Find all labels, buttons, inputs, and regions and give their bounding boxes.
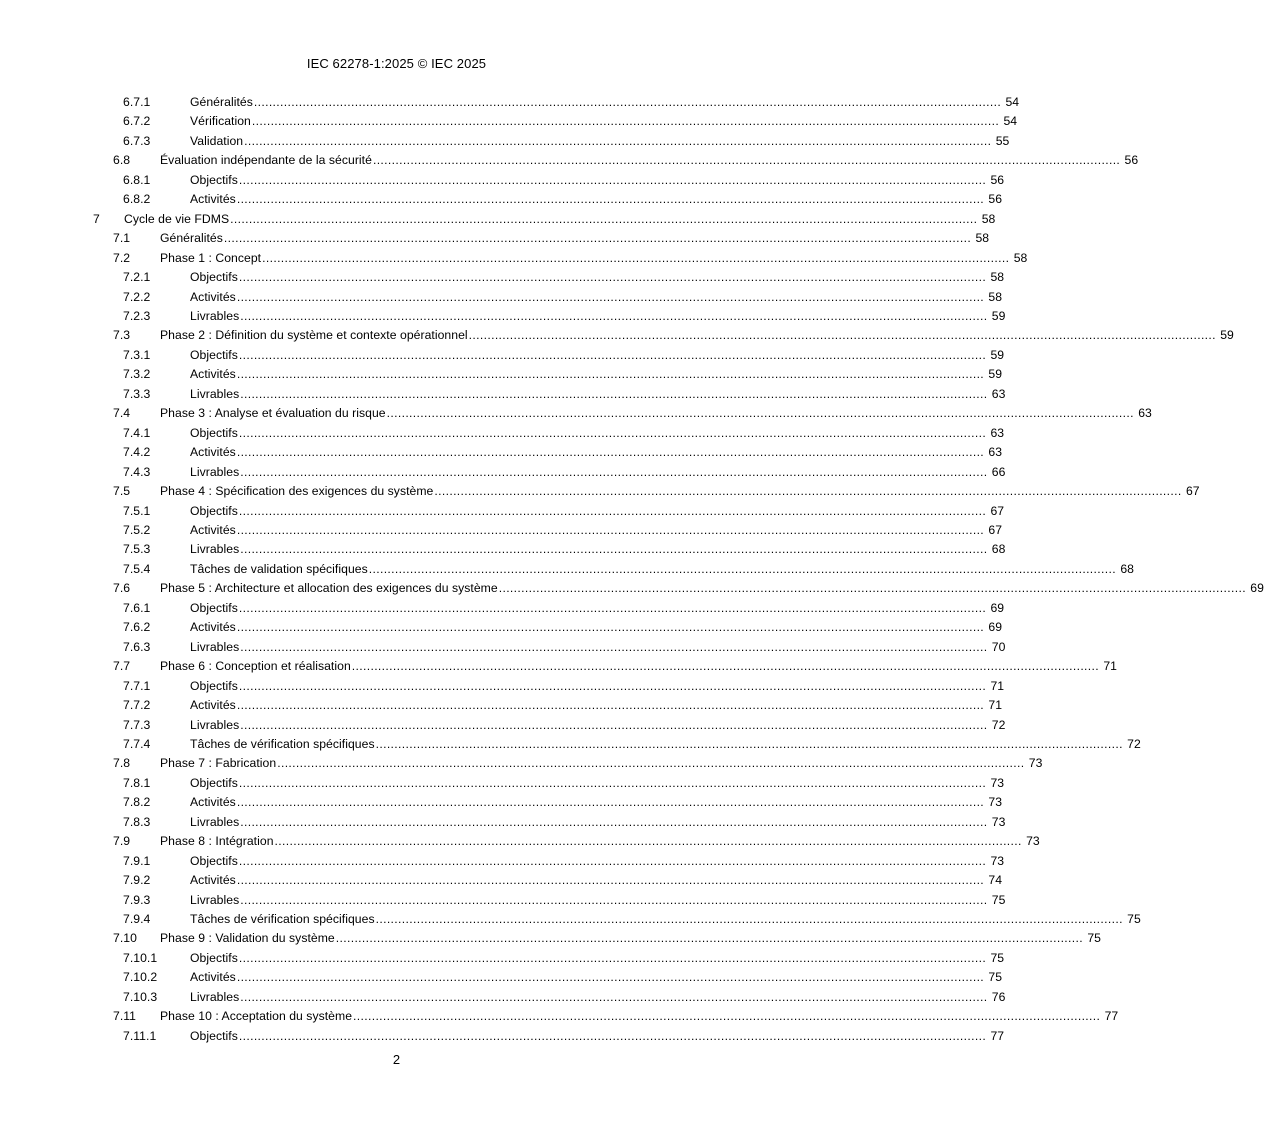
toc-entry-page: 68 [1120,561,1134,576]
toc-entry-number: 7.9.1 [123,853,151,868]
dot-leader: ........................................................................................................................................................................................................ [238,600,987,615]
toc-entry-number: 7.10.2 [123,970,158,985]
toc-entry-number: 7.10 [113,931,137,946]
toc-entry[interactable] [0,754,1043,773]
toc-entry-number: 7.9.2 [123,873,151,888]
dot-leader: ........................................................................................................................................................................................................ [240,386,988,401]
toc-entry-number: 7.4 [113,406,131,421]
toc-entry[interactable] [0,832,1040,851]
dot-leader: ........................................................................................................................................................................................................ [236,289,985,304]
toc-entry-page: 58 [1013,250,1028,265]
dot-leader: ........................................................................................................................................................................................................ [277,756,1025,771]
toc-entry-number: 6.8.2 [123,192,151,207]
toc-entry-title: Activités [190,192,236,207]
toc-entry[interactable] [0,929,1101,948]
toc-entry-page: 68 [991,542,1006,557]
toc-entry-title: Objectifs [190,270,238,285]
toc-entry-number: 7.9.3 [123,892,151,907]
toc-entry-number: 7.2.3 [123,308,151,323]
toc-entry-title: Objectifs [190,950,238,965]
toc-entry[interactable] [0,793,1003,812]
dot-leader: ........................................................................................................................................................................................................ [236,445,985,460]
toc-entry-page: 58 [981,211,996,226]
toc-entry[interactable] [0,540,1006,559]
toc-entry-title: Activités [190,620,236,635]
toc-entry-title: Phase 5 : Architecture et allocation des exigences du système [160,581,498,596]
toc-entry-number: 7.3 [113,328,131,343]
dot-leader: ........................................................................................................................................................................................................ [253,95,1002,109]
toc-entry-title: Tâches de validation spécifiques [190,561,368,576]
toc-entry[interactable] [0,521,1003,540]
toc-entry[interactable] [0,677,1005,696]
toc-entry-page: 59 [988,367,1003,382]
toc-entry-page: 71 [990,678,1005,693]
toc-entry-page: 58 [975,231,990,246]
dot-leader: ........................................................................................................................................................................................................ [238,347,987,362]
toc-entry-page: 77 [990,1028,1005,1043]
toc-entry-page: 67 [990,503,1005,518]
dot-leader: ........................................................................................................................................................................................................ [238,678,987,693]
toc-entry[interactable] [0,482,1200,501]
dot-leader: ........................................................................................................................................................................................................ [368,561,1116,576]
toc-entry-page: 75 [1127,912,1141,927]
toc-entry[interactable] [0,385,1006,404]
toc-entry-number: 6.7.3 [123,133,151,148]
toc-entry-number: 7.4.3 [123,464,151,479]
toc-entry-title: Livrables [190,717,240,732]
toc-entry-title: Objectifs [190,853,238,868]
dot-leader: ........................................................................................................................................................................................................ [240,892,988,907]
toc-entry-title: Livrables [190,308,240,323]
toc-entry-number: 7.7.4 [123,736,151,751]
toc-entry[interactable] [0,1027,1005,1046]
toc-entry-title: Livrables [190,989,240,1004]
dot-leader: ........................................................................................................................................................................................................ [238,1028,987,1043]
toc-entry-page: 56 [990,172,1005,187]
toc-entry-number: 7.7.1 [123,678,151,693]
dot-leader: ........................................................................................................................................................................................................ [375,912,1123,927]
toc-entry[interactable] [0,229,990,248]
toc-entry-number: 7 [93,211,100,226]
toc-entry-number: 7.6.1 [123,600,151,615]
toc-entry-title: Phase 1 : Concept [160,250,262,265]
toc-entry-page: 58 [990,270,1005,285]
toc-entry-number: 7.7.2 [123,698,151,713]
toc-entry-page: 59 [1220,328,1234,343]
dot-leader: ........................................................................................................................................................................................................ [238,270,987,285]
toc-entry[interactable] [0,852,1005,871]
toc-entry-title: Activités [190,873,236,888]
toc-entry-title: Phase 2 : Définition du système et contexte opérationnel [160,328,468,343]
dot-leader: ........................................................................................................................................................................................................ [386,406,1134,421]
toc-entry[interactable] [0,151,1139,170]
toc-entry-title: Objectifs [190,347,238,362]
dot-leader: ........................................................................................................................................................................................................ [236,522,985,537]
toc-entry-number: 6.7.2 [123,114,151,129]
toc-entry-number: 7.6.3 [123,639,151,654]
toc-entry-page: 73 [990,853,1005,868]
toc-entry-page: 54 [1003,114,1018,129]
toc-entry[interactable] [0,735,1141,754]
dot-leader: ........................................................................................................................................................................................................ [498,581,1246,596]
toc-entry-title: Phase 4 : Spécification des exigences du système [160,484,434,499]
dot-leader: ........................................................................................................................................................................................................ [375,736,1123,751]
dot-leader: ........................................................................................................................................................................................................ [236,970,985,985]
toc-entry-title: Phase 10 : Acceptation du système [160,1009,353,1024]
toc-entry-number: 7.7 [113,659,131,674]
toc-entry-title: Évaluation indépendante de la sécurité [160,153,372,168]
toc-entry[interactable] [0,579,1264,598]
toc-entry[interactable] [0,171,1005,190]
dot-leader: ........................................................................................................................................................................................................ [335,931,1083,946]
toc-entry-title: Livrables [190,386,240,401]
dot-leader: ........................................................................................................................................................................................................ [238,503,987,518]
toc-entry-number: 7.11 [113,1009,137,1024]
toc-entry[interactable] [0,988,1006,1007]
toc-entry[interactable] [0,326,1234,345]
dot-leader: ........................................................................................................................................................................................................ [240,464,988,479]
table-of-contents [0,93,1264,1046]
toc-entry[interactable] [0,249,1028,268]
dot-leader: ........................................................................................................................................................................................................ [251,114,1000,129]
toc-entry-title: Tâches de vérification spécifiques [190,736,375,751]
toc-entry-title: Validation [190,133,244,148]
toc-entry-number: 6.8 [113,153,131,168]
toc-entry[interactable] [0,132,1010,151]
toc-entry-page: 54 [1005,95,1020,109]
dot-leader: ........................................................................................................................................................................................................ [434,484,1182,499]
toc-entry[interactable] [0,949,1005,968]
toc-entry[interactable] [0,404,1152,423]
dot-leader: ........................................................................................................................................................................................................ [244,133,992,148]
toc-entry-page: 75 [988,970,1003,985]
toc-entry-title: Objectifs [190,775,238,790]
toc-entry-page: 63 [1138,406,1152,421]
toc-entry-page: 58 [988,289,1003,304]
toc-entry-page: 56 [988,192,1003,207]
page-header: IEC 62278-1:2025 © IEC 2025 [306,56,487,71]
dot-leader: ........................................................................................................................................................................................................ [236,620,985,635]
dot-leader: ........................................................................................................................................................................................................ [274,834,1022,849]
toc-entry-title: Livrables [190,814,240,829]
toc-entry[interactable] [0,424,1005,443]
toc-entry[interactable] [0,871,1003,890]
toc-entry[interactable] [0,463,1006,482]
toc-entry-page: 73 [988,795,1003,810]
toc-entry-number: 7.2 [113,250,131,265]
toc-entry-number: 7.5.2 [123,522,151,537]
dot-leader: ........................................................................................................................................................................................................ [240,814,988,829]
toc-entry-page: 72 [991,717,1006,732]
toc-entry-number: 7.5.4 [123,561,151,576]
toc-entry-page: 55 [995,133,1010,148]
toc-entry[interactable] [0,190,1003,209]
toc-entry-title: Phase 7 : Fabrication [160,756,277,771]
toc-entry-title: Généralités [190,95,253,109]
toc-entry[interactable] [0,210,996,229]
toc-entry-page: 75 [991,892,1006,907]
toc-entry-page: 75 [1087,931,1101,946]
toc-entry-page: 70 [991,639,1006,654]
toc-entry[interactable] [0,716,1006,735]
toc-entry-page: 72 [1127,736,1141,751]
toc-entry-page: 73 [1026,834,1040,849]
toc-entry-title: Objectifs [190,1028,238,1043]
toc-entry[interactable] [0,968,1003,987]
toc-entry-title: Objectifs [190,678,238,693]
toc-entry-number: 7.3.3 [123,386,151,401]
toc-entry-page: 67 [988,522,1003,537]
toc-entry-page: 63 [991,386,1006,401]
toc-entry-title: Activités [190,445,236,460]
dot-leader: ........................................................................................................................................................................................................ [236,192,985,207]
toc-entry-number: 7.6.2 [123,620,151,635]
toc-entry[interactable] [0,365,1003,384]
toc-entry-page: 77 [1104,1009,1119,1024]
toc-entry-title: Phase 3 : Analyse et évaluation du risque [160,406,386,421]
toc-entry-number: 7.5 [113,484,131,499]
dot-leader: ........................................................................................................................................................................................................ [372,153,1121,168]
dot-leader: ........................................................................................................................................................................................................ [238,853,987,868]
toc-entry-title: Activités [190,522,236,537]
toc-entry[interactable] [0,638,1006,657]
toc-entry-number: 7.10.1 [123,950,158,965]
toc-entry-page: 76 [991,989,1006,1004]
toc-entry-page: 73 [991,814,1006,829]
toc-entry-page: 69 [990,600,1005,615]
page-number: 2 [392,1052,401,1067]
dot-leader: ........................................................................................................................................................................................................ [240,308,988,323]
toc-entry-number: 7.3.2 [123,367,151,382]
toc-entry-title: Objectifs [190,172,238,187]
toc-entry-number: 7.7.3 [123,717,151,732]
toc-entry-title: Livrables [190,892,240,907]
toc-entry[interactable] [0,307,1006,326]
toc-entry-number: 7.4.2 [123,445,151,460]
toc-entry-page: 75 [990,950,1005,965]
toc-entry-number: 7.6 [113,581,131,596]
dot-leader: ........................................................................................................................................................................................................ [236,698,985,713]
toc-entry-number: 6.7.1 [123,95,151,109]
dot-leader: ........................................................................................................................................................................................................ [236,795,985,810]
dot-leader: ........................................................................................................................................................................................................ [238,950,987,965]
toc-entry-number: 7.5.1 [123,503,151,518]
dot-leader: ........................................................................................................................................................................................................ [351,659,1099,674]
toc-entry-title: Objectifs [190,425,238,440]
toc-entry-number: 7.10.3 [123,989,158,1004]
toc-entry-page: 69 [1250,581,1264,596]
toc-entry[interactable] [0,443,1003,462]
toc-entry-title: Activités [190,367,236,382]
toc-entry[interactable] [0,618,1003,637]
dot-leader: ........................................................................................................................................................................................................ [468,328,1216,343]
toc-entry[interactable] [0,93,1020,112]
dot-leader: ........................................................................................................................................................................................................ [353,1009,1101,1024]
toc-entry-title: Objectifs [190,503,238,518]
dot-leader: ........................................................................................................................................................................................................ [236,873,985,888]
toc-entry-title: Livrables [190,639,240,654]
toc-entry-number: 7.8 [113,756,131,771]
toc-entry[interactable] [0,560,1134,579]
toc-entry-number: 7.8.2 [123,795,151,810]
toc-entry-number: 7.11.1 [123,1028,157,1043]
toc-entry-title: Activités [190,970,236,985]
dot-leader: ........................................................................................................................................................................................................ [240,989,988,1004]
toc-entry-number: 7.4.1 [123,425,151,440]
toc-entry-page: 59 [991,308,1006,323]
toc-entry-page: 63 [988,445,1003,460]
toc-entry-title: Phase 9 : Validation du système [160,931,335,946]
toc-entry-page: 71 [1103,659,1117,674]
toc-entry[interactable] [0,696,1003,715]
toc-entry-page: 73 [1028,756,1043,771]
toc-entry-page: 66 [991,464,1006,479]
toc-entry-page: 56 [1124,153,1139,168]
toc-entry-page: 69 [988,620,1003,635]
toc-entry-title: Livrables [190,464,240,479]
toc-entry-page: 67 [1185,484,1200,499]
toc-entry-title: Activités [190,698,236,713]
toc-entry[interactable] [0,910,1141,929]
toc-entry-page: 71 [988,698,1003,713]
toc-entry-number: 7.1 [113,231,131,246]
toc-entry[interactable] [0,346,1005,365]
dot-leader: ........................................................................................................................................................................................................ [238,172,987,187]
toc-entry-number: 7.5.3 [123,542,151,557]
dot-leader: ........................................................................................................................................................................................................ [240,639,988,654]
toc-entry-title: Tâches de vérification spécifiques [190,912,375,927]
toc-entry[interactable] [0,891,1006,910]
toc-entry[interactable] [0,813,1006,832]
dot-leader: ........................................................................................................................................................................................................ [240,542,988,557]
toc-entry-title: Cycle de vie FDMS [124,211,230,226]
toc-entry[interactable] [0,288,1003,307]
toc-entry[interactable] [0,502,1005,521]
toc-entry-page: 59 [990,347,1005,362]
toc-entry-number: 7.8.3 [123,814,151,829]
toc-entry-number: 7.2.1 [123,270,151,285]
dot-leader: ........................................................................................................................................................................................................ [262,250,1010,265]
toc-entry-number: 7.2.2 [123,289,151,304]
toc-entry[interactable] [0,657,1117,676]
toc-entry-title: Activités [190,795,236,810]
toc-entry-title: Activités [190,289,236,304]
dot-leader: ........................................................................................................................................................................................................ [223,231,972,246]
toc-entry-title: Généralités [160,231,223,246]
toc-entry-number: 6.8.1 [123,172,151,187]
toc-entry-page: 63 [990,425,1005,440]
toc-entry-page: 74 [988,873,1003,888]
dot-leader: ........................................................................................................................................................................................................ [238,425,987,440]
dot-leader: ........................................................................................................................................................................................................ [240,717,988,732]
toc-entry-number: 7.3.1 [123,347,151,362]
toc-entry-number: 7.9 [113,834,131,849]
toc-entry-title: Objectifs [190,600,238,615]
toc-entry[interactable] [0,774,1005,793]
toc-entry-number: 7.9.4 [123,912,151,927]
toc-entry-page: 73 [990,775,1005,790]
toc-entry-title: Phase 6 : Conception et réalisation [160,659,351,674]
dot-leader: ........................................................................................................................................................................................................ [236,367,985,382]
toc-entry-title: Vérification [190,114,251,129]
toc-entry-number: 7.8.1 [123,775,151,790]
toc-entry[interactable] [0,268,1005,287]
toc-entry[interactable] [0,599,1005,618]
toc-entry[interactable] [0,112,1018,131]
dot-leader: ........................................................................................................................................................................................................ [230,211,978,226]
toc-entry-title: Phase 8 : Intégration [160,834,274,849]
toc-entry-title: Livrables [190,542,240,557]
dot-leader: ........................................................................................................................................................................................................ [238,775,987,790]
toc-entry[interactable] [0,1007,1119,1026]
